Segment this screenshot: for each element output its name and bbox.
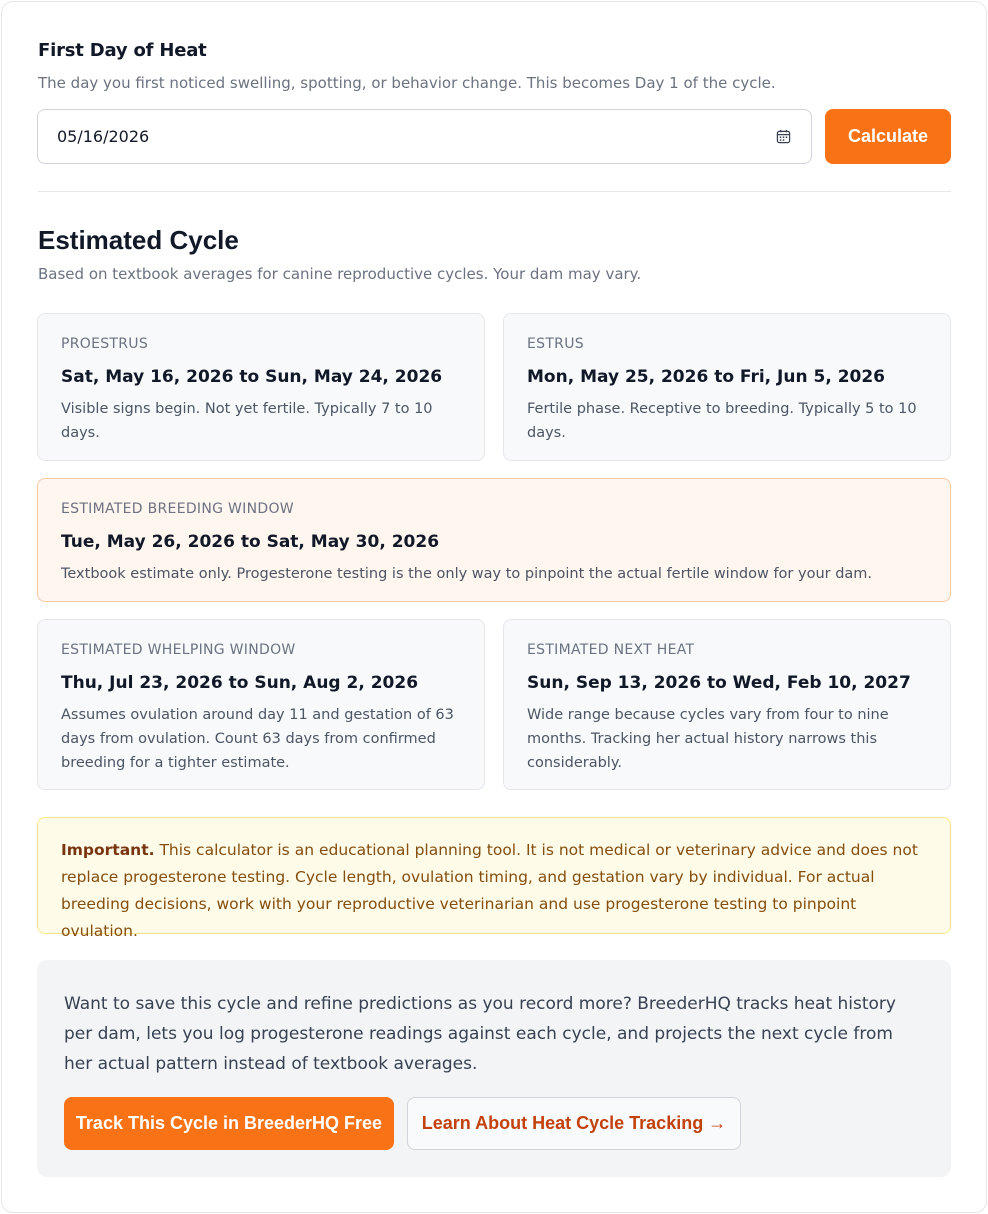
- proestrus-dates: Sat, May 16, 2026 to Sun, May 24, 2026: [61, 367, 443, 387]
- disclaimer-notice: [37, 817, 951, 940]
- estrus-card: [503, 313, 951, 461]
- next-heat-dates: Sun, Sep 13, 2026 to Wed, Feb 10, 2027: [527, 673, 911, 693]
- whelping-window-dates: Thu, Jul 23, 2026 to Sun, Aug 2, 2026: [61, 673, 419, 693]
- next-heat-desc: Wide range because cycles vary from four to nine months. Tracking her actual history narrows this considerably.: [527, 707, 889, 771]
- calculate-button[interactable]: Calculate: [825, 109, 951, 164]
- whelping-window-label: ESTIMATED WHELPING WINDOW: [61, 642, 296, 658]
- heat-date-label: First Day of Heat: [38, 40, 207, 61]
- disclaimer-text: This calculator is an educational planning tool. It is not medical or veterinary advice and does not replace progesterone testing. Cycle length, ovulation timing, and gestation vary by individual. For actual breeding decisions, work with your reproductive veterinarian and use progesterone testing to pinpoint ovulation.: [61, 841, 918, 940]
- proestrus-label: PROESTRUS: [61, 336, 149, 352]
- breeding-window-dates: Tue, May 26, 2026 to Sat, May 30, 2026: [61, 532, 440, 552]
- section-divider: [38, 191, 951, 192]
- heat-date-input[interactable]: [37, 109, 812, 164]
- track-cycle-button[interactable]: Track This Cycle in BreederHQ Free: [64, 1097, 394, 1150]
- next-heat-label: ESTIMATED NEXT HEAT: [527, 642, 695, 658]
- whelping-window-card: [37, 619, 485, 790]
- whelping-window-desc: Assumes ovulation around day 11 and gestation of 63 days from ovulation. Count 63 days from confirmed breeding for a tighter estimate.: [61, 707, 454, 771]
- next-heat-card: [503, 619, 951, 790]
- heat-date-help: The day you first noticed swelling, spotting, or behavior change. This becomes Day 1 of the cycle.: [38, 74, 776, 92]
- heat-date-value[interactable]: 05/16/2026: [57, 127, 150, 146]
- breeding-window-label: ESTIMATED BREEDING WINDOW: [61, 501, 294, 517]
- proestrus-desc: Visible signs begin. Not yet fertile. Typically 7 to 10 days.: [61, 401, 433, 441]
- breeding-window-card: [37, 478, 951, 602]
- breeding-window-desc: Textbook estimate only. Progesterone testing is the only way to pinpoint the actual fertile window for your dam.: [61, 566, 873, 582]
- cta-text: Want to save this cycle and refine predictions as you record more? BreederHQ tracks heat history per dam, lets you log progesterone readings against each cycle, and projects the next cycle from her actual pattern instead of textbook averages.: [64, 994, 896, 1074]
- learn-tracking-link[interactable]: Learn About Heat Cycle Tracking →: [407, 1097, 741, 1150]
- results-title: Estimated Cycle: [38, 225, 239, 255]
- proestrus-card: [37, 313, 485, 461]
- calendar-icon[interactable]: [776, 129, 791, 144]
- estrus-desc: Fertile phase. Receptive to breeding. Typically 5 to 10 days.: [527, 401, 917, 441]
- estrus-label: ESTRUS: [527, 336, 584, 352]
- estrus-dates: Mon, May 25, 2026 to Fri, Jun 5, 2026: [527, 367, 886, 387]
- results-subtitle: Based on textbook averages for canine reproductive cycles. Your dam may vary.: [38, 265, 642, 283]
- disclaimer-strong: Important.: [61, 841, 155, 859]
